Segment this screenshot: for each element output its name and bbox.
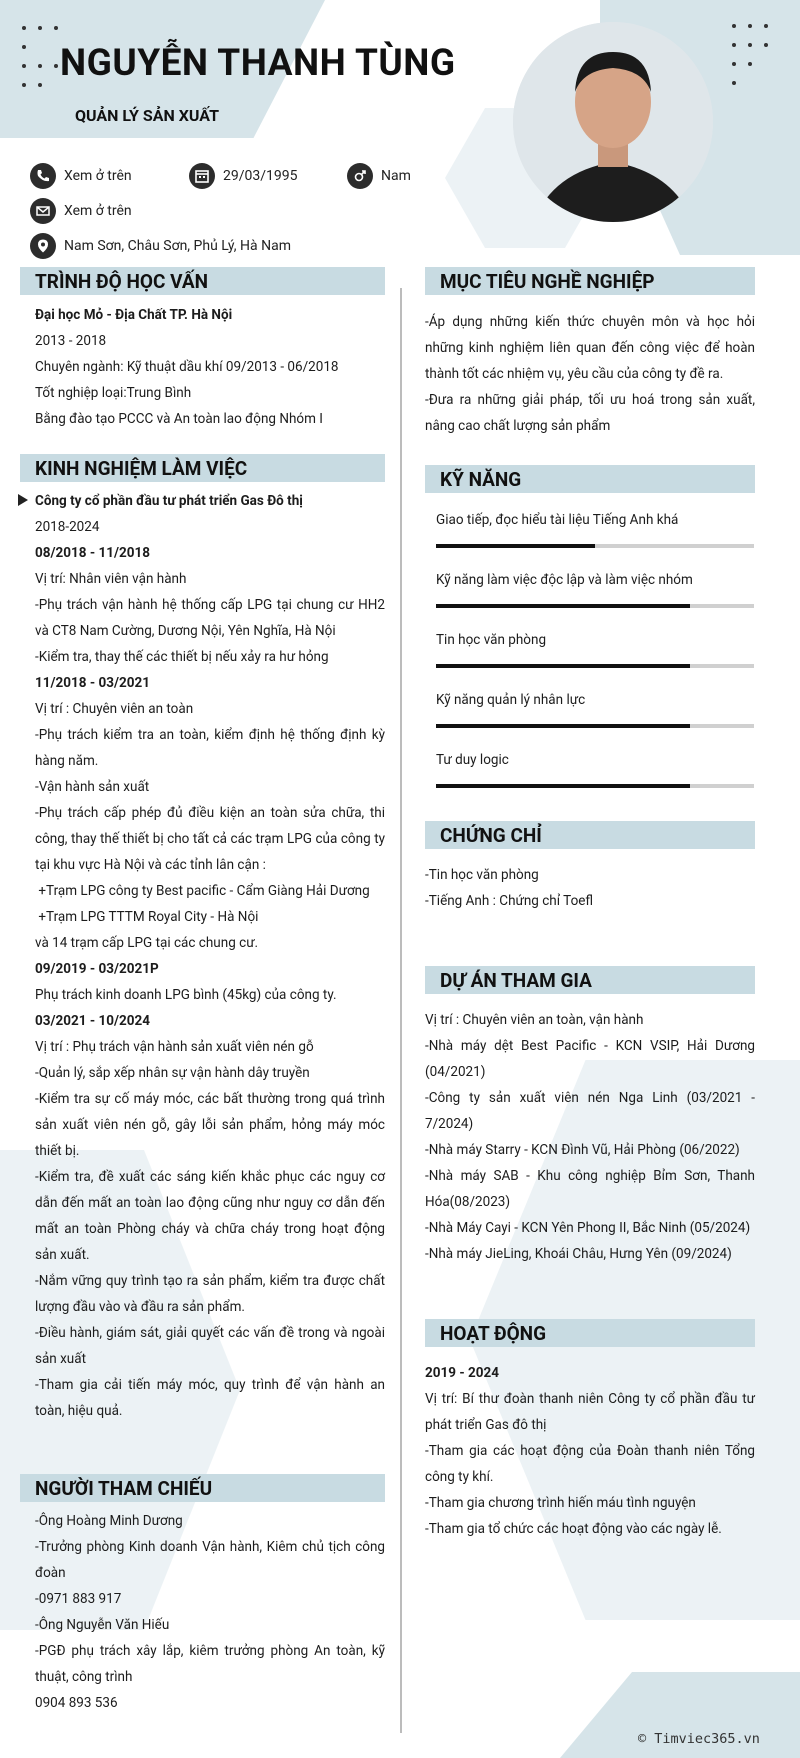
phone-icon bbox=[30, 163, 56, 189]
experience-period: 03/2021 - 10/2024 bbox=[35, 1013, 150, 1029]
reference-line: 0904 893 536 bbox=[35, 1695, 118, 1711]
activity-line: -Tham gia chương trình hiến máu tình nguyện bbox=[425, 1495, 696, 1511]
education-major: Chuyên ngành: Kỹ thuật dầu khí 09/2013 - 06/2018 bbox=[35, 359, 339, 375]
experience-years: 2018-2024 bbox=[35, 519, 100, 535]
skill-bar-track bbox=[436, 604, 754, 608]
objective-heading: MỤC TIÊU NGHỀ NGHIỆP bbox=[425, 267, 755, 295]
references-block bbox=[35, 1508, 385, 1716]
experience-line: Vị trí : Phụ trách vận hành sản xuất viên nén gỗ bbox=[35, 1039, 314, 1055]
projects-block bbox=[425, 1007, 755, 1267]
column-divider bbox=[400, 288, 402, 1733]
contact-gender bbox=[347, 163, 411, 189]
reference-line: -Ông Nguyễn Văn Hiếu bbox=[35, 1617, 170, 1633]
certificate-line: -Tin học văn phòng bbox=[425, 867, 539, 883]
skill-bar-fill bbox=[436, 544, 595, 548]
skill-label: Tư duy logic bbox=[436, 752, 509, 768]
activity-line: Vị trí: Bí thư đoàn thanh niên Công ty cổ phần đầu tư phát triển Gas đô thị bbox=[425, 1391, 755, 1433]
education-grade: Tốt nghiệp loại:Trung Bình bbox=[35, 385, 192, 401]
contact-dob-text: 29/03/1995 bbox=[223, 168, 298, 184]
certificates-block bbox=[425, 862, 755, 914]
experience-line: -Tham gia cải tiến máy móc, quy trình để vận hành an toàn, hiệu quả. bbox=[35, 1377, 389, 1419]
project-line: Vị trí : Chuyên viên an toàn, vận hành bbox=[425, 1012, 644, 1028]
skill-bar-fill bbox=[436, 784, 690, 788]
objective-block bbox=[425, 309, 755, 439]
experience-line: +Trạm LPG công ty Best pacific - Cẩm Giàng Hải Dương bbox=[35, 883, 370, 899]
experience-line: -Vận hành sản xuất bbox=[35, 779, 150, 795]
experience-line: -Kiểm tra sự cố máy móc, các bất thường trong quá trình sản xuất viên nén gỗ, gây lỗi sản phẩm, hỏng máy móc thiết bị. bbox=[35, 1091, 389, 1159]
contact-address-text: Nam Sơn, Châu Sơn, Phủ Lý, Hà Nam bbox=[64, 238, 291, 254]
skills-heading: KỸ NĂNG bbox=[425, 465, 755, 493]
certificates-heading: CHỨNG CHỈ bbox=[425, 821, 755, 849]
contact-address bbox=[30, 233, 291, 259]
candidate-name: NGUYỄN THANH TÙNG bbox=[60, 42, 456, 85]
experience-line: Phụ trách kinh doanh LPG bình (45kg) của công ty. bbox=[35, 987, 337, 1003]
skill-bar-fill bbox=[436, 724, 690, 728]
project-line: -Nhà máy SAB - Khu công nghiệp Bỉm Sơn, Thanh Hóa(08/2023) bbox=[425, 1168, 755, 1210]
experience-period: 11/2018 - 03/2021 bbox=[35, 675, 150, 691]
activity-line: -Tham gia các hoạt động của Đoàn thanh niên Tổng công ty khí. bbox=[425, 1443, 755, 1485]
contact-phone bbox=[30, 163, 132, 189]
experience-block bbox=[35, 488, 389, 1424]
references-heading: NGƯỜI THAM CHIẾU bbox=[20, 1474, 385, 1502]
experience-lines bbox=[35, 540, 389, 1424]
project-line: -Nhà máy Starry - KCN Đình Vũ, Hải Phòng (06/2022) bbox=[425, 1142, 740, 1158]
experience-company: Công ty cổ phần đầu tư phát triển Gas Đô thị bbox=[35, 493, 303, 509]
experience-period: 08/2018 - 11/2018 bbox=[35, 545, 150, 561]
education-years: 2013 - 2018 bbox=[35, 333, 107, 349]
experience-heading: KINH NGHIỆM LÀM VIỆC bbox=[20, 454, 385, 482]
reference-line: -PGĐ phụ trách xây lắp, kiêm trưởng phòng An toàn, kỹ thuật, công trình bbox=[35, 1643, 385, 1685]
skill-label: Tin học văn phòng bbox=[436, 632, 547, 648]
gender-icon bbox=[347, 163, 373, 189]
experience-line: Vị trí: Nhân viên vận hành bbox=[35, 571, 187, 587]
experience-line: Vị trí : Chuyên viên an toàn bbox=[35, 701, 194, 717]
activities-block bbox=[425, 1360, 755, 1542]
education-extra: Bằng đào tạo PCCC và An toàn lao động Nhóm I bbox=[35, 411, 323, 427]
certificate-line: -Tiếng Anh : Chứng chỉ Toefl bbox=[425, 893, 594, 909]
skill-bar-track bbox=[436, 724, 754, 728]
contact-dob bbox=[189, 163, 298, 189]
contact-gender-text: Nam bbox=[381, 168, 411, 184]
activities-years: 2019 - 2024 bbox=[425, 1365, 499, 1381]
reference-line: -Ông Hoàng Minh Dương bbox=[35, 1513, 183, 1529]
contact-phone-text: Xem ở trên bbox=[64, 168, 132, 184]
experience-line: -Phụ trách cấp phép đủ điều kiện an toàn sửa chữa, thi công, thay thế thiết bị cho tất cả các trạm LPG của công ty tại khu vực Hà Nội và các tỉnh lân cận : bbox=[35, 805, 389, 873]
experience-line: và 14 trạm cấp LPG tại các chung cư. bbox=[35, 935, 259, 951]
skill-bar-track bbox=[436, 544, 754, 548]
location-pin-icon bbox=[30, 233, 56, 259]
dots-decoration-right bbox=[726, 18, 786, 94]
reference-line: -Trưởng phòng Kinh doanh Vận hành, Kiêm chủ tịch công đoàn bbox=[35, 1539, 385, 1581]
company-bullet-icon bbox=[18, 494, 28, 506]
objective-line: -Áp dụng những kiến thức chuyên môn và học hỏi những kinh nghiệm liên quan đến công việc để hoàn thành tốt các nhiệm vụ, yêu cầu của công ty đề ra. bbox=[425, 314, 755, 382]
experience-line: -Nắm vững quy trình tạo ra sản phẩm, kiểm tra được chất lượng đầu vào và đầu ra sản phẩm. bbox=[35, 1273, 389, 1315]
skill-label: Kỹ năng làm việc độc lập và làm việc nhóm bbox=[436, 572, 693, 588]
skill-bar-track bbox=[436, 784, 754, 788]
experience-period: 09/2019 - 03/2021P bbox=[35, 961, 159, 977]
skill-bar-track bbox=[436, 664, 754, 668]
profile-photo bbox=[513, 22, 713, 222]
activity-line: -Tham gia tổ chức các hoạt động vào các ngày lễ. bbox=[425, 1521, 722, 1537]
project-line: -Công ty sản xuất viên nén Nga Linh (03/2021 - 7/2024) bbox=[425, 1090, 755, 1132]
mail-icon bbox=[30, 198, 56, 224]
experience-line: -Điều hành, giám sát, giải quyết các vấn đề trong và ngoài sản xuất bbox=[35, 1325, 389, 1367]
skill-label: Kỹ năng quản lý nhân lực bbox=[436, 692, 586, 708]
skill-bar-fill bbox=[436, 604, 690, 608]
skill-label: Giao tiếp, đọc hiểu tài liệu Tiếng Anh khá bbox=[436, 512, 679, 528]
objective-line: -Đưa ra những giải pháp, tối ưu hoá trong sản xuất, nâng cao chất lượng sản phẩm bbox=[425, 392, 755, 434]
reference-line: -0971 883 917 bbox=[35, 1591, 122, 1607]
experience-line: -Kiểm tra, thay thế các thiết bị nếu xảy ra hư hỏng bbox=[35, 649, 329, 665]
skill-bar-fill bbox=[436, 664, 690, 668]
footer-watermark: © Timviec365.vn bbox=[638, 1731, 760, 1747]
experience-line: -Phụ trách vận hành hệ thống cấp LPG tại chung cư HH2 và CT8 Nam Cường, Dương Nội, Yên Nghĩa, Hà Nội bbox=[35, 597, 389, 639]
calendar-icon bbox=[189, 163, 215, 189]
project-line: -Nhà Máy Cayi - KCN Yên Phong II, Bắc Ninh (05/2024) bbox=[425, 1220, 751, 1236]
contact-email bbox=[30, 198, 132, 224]
experience-line: -Kiểm tra, đề xuất các sáng kiến khắc phục các nguy cơ dẫn đến mất an toàn lao động cũng như nguy cơ dẫn đến mất an toàn Phòng cháy và chữa cháy trong hoạt động sản xuất. bbox=[35, 1169, 389, 1263]
education-block bbox=[35, 302, 385, 432]
project-line: -Nhà máy dệt Best Pacific - KCN VSIP, Hải Dương (04/2021) bbox=[425, 1038, 755, 1080]
education-heading: TRÌNH ĐỘ HỌC VẤN bbox=[20, 267, 385, 295]
project-line: -Nhà máy JieLing, Khoái Châu, Hưng Yên (09/2024) bbox=[425, 1246, 732, 1262]
candidate-role: QUẢN LÝ SẢN XUẤT bbox=[75, 106, 219, 125]
experience-line: +Trạm LPG TTTM Royal City - Hà Nội bbox=[35, 909, 259, 925]
experience-line: -Phụ trách kiểm tra an toàn, kiểm định hệ thống định kỳ hàng năm. bbox=[35, 727, 389, 769]
experience-line: -Quản lý, sắp xếp nhân sự vận hành dây truyền bbox=[35, 1065, 310, 1081]
contact-email-text: Xem ở trên bbox=[64, 203, 132, 219]
projects-heading: DỰ ÁN THAM GIA bbox=[425, 966, 755, 994]
education-school: Đại học Mỏ - Địa Chất TP. Hà Nội bbox=[35, 307, 233, 323]
activities-heading: HOẠT ĐỘNG bbox=[425, 1319, 755, 1347]
